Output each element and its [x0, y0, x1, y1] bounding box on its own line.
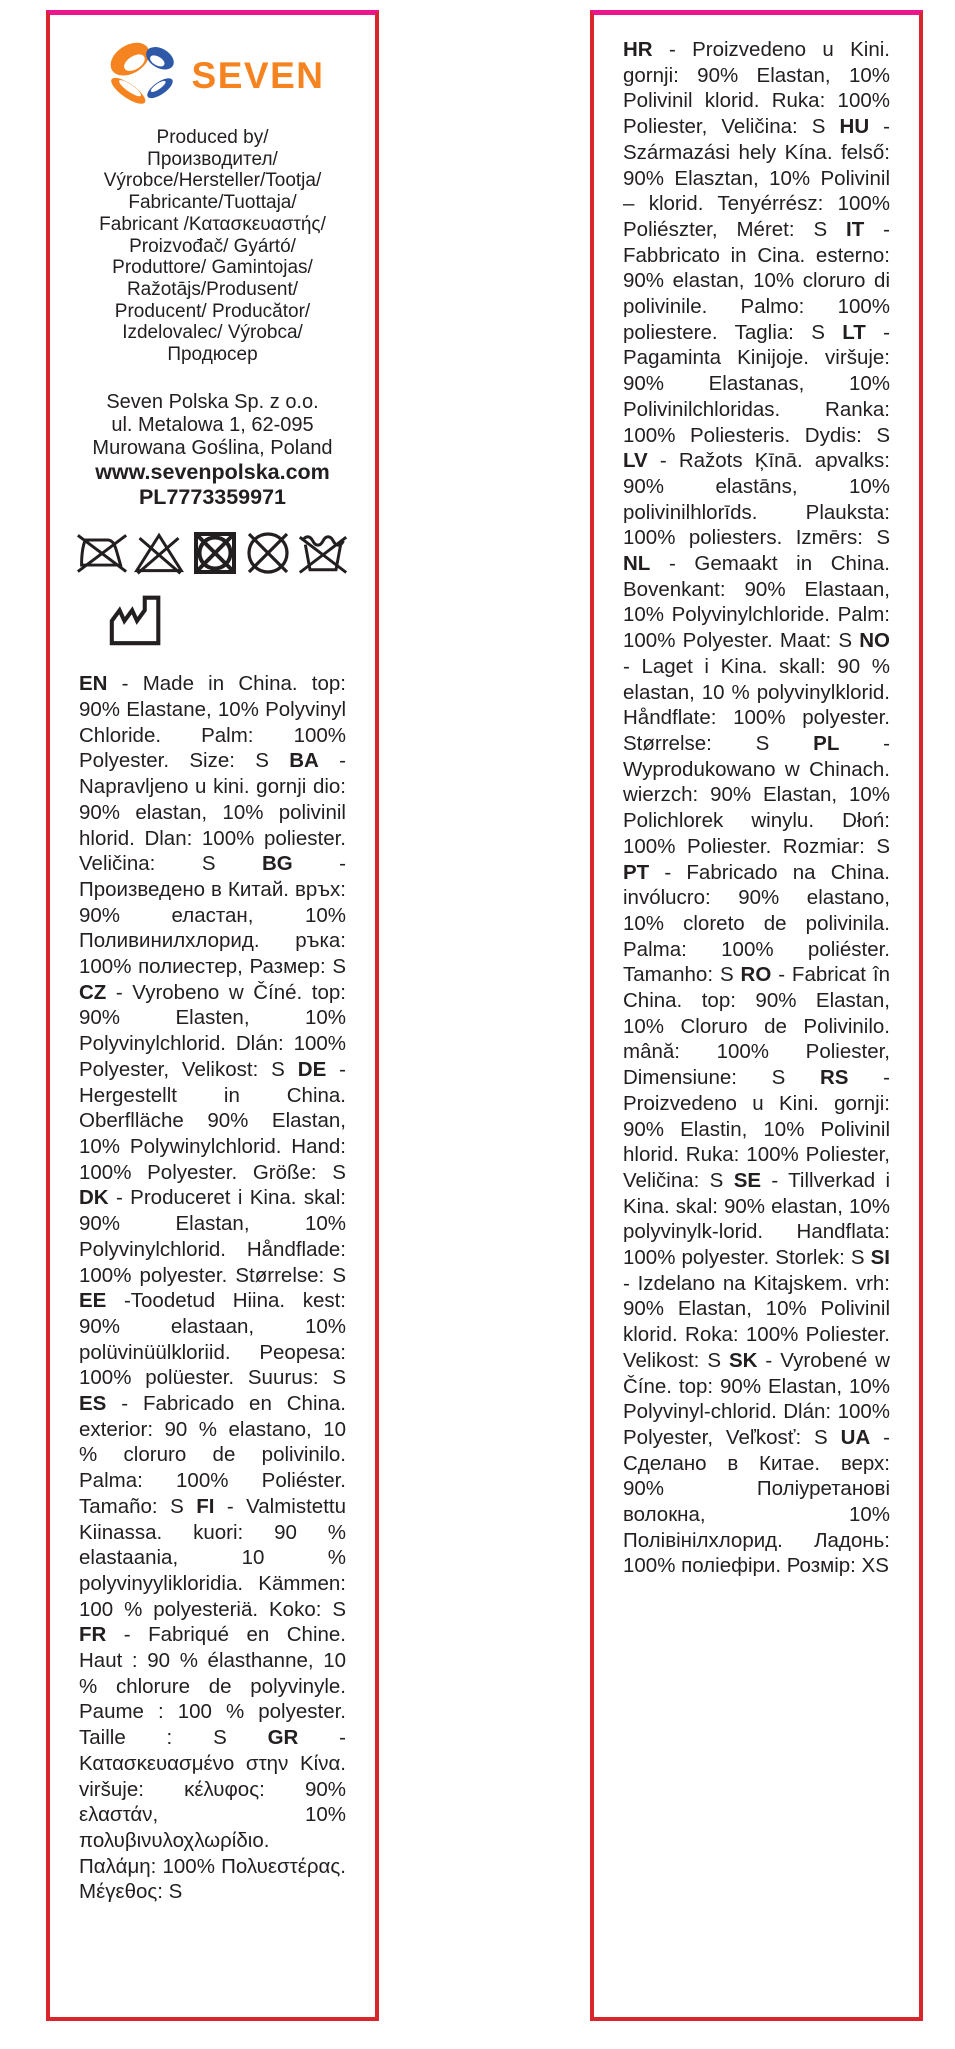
- language-code: SE: [733, 1168, 762, 1192]
- language-code: HU: [839, 115, 870, 139]
- address-lines: [50, 391, 375, 461]
- text-line: Producent/ Producător/: [114, 300, 311, 322]
- language-code: RO: [740, 963, 772, 987]
- language-code: PT: [623, 860, 650, 884]
- language-code: HR: [623, 38, 653, 61]
- text-line: Produced by/: [156, 127, 269, 148]
- language-code: IT: [846, 217, 865, 241]
- text-line: Izdelovalec/ Výrobca/: [122, 322, 303, 344]
- composition-text-right: HR - Proizvedeno u Kini. gornji: 90% Elastan, 10% Polivinil klorid. Ruka: 100% Poliester, Veličina: S HU - Származási hely Kína. felső: 90% Elasztan, 10% Polivinil – klorid. Tenyérrész: 100% Poliészter, Méret: S IT - Fabbricato in Cina. esterno: 90% elastan, 10% cloruro di polivinile. Palmo: 100% poliestere. Taglia: S LT - Pagaminta Kinijoje. viršuje: 90% Elastanas, 10% Polivinilchloridas. Ranka: 100% Poliesteris. Dydis: S LV - Ražots Ķīnā. apvalks: 90% elastāns, 10% polivinilhlorīds. Plauksta: 100% poliesters. Izmērs: S NL - Gemaakt in China. Bovenkant: 90% Elastaan, 10% Polyvinylchloride. Palm: 100% Polyester. Maat: S NO - Laget i Kina. skall: 90 % elastan, 10 % polyvinylklorid. Håndflate: 100% polyester. Størrelse: S PL - Wyprodukowano w Chinach. wierzch: 90% Elastan, 10% Polichlorek winylu. Dłoń: 100% Poliester. Rozmiar: S PT - Fabricado na China. invólucro: 90% elastano, 10% cloreto de polivinila. Palma: 100% poliéster. Tamanho: S RO - Fabricat în China. top: 90% Elastan, 10% Cloruro de Polivinilo. mână: 100% Poliester, Dimensiune: S RS - Proizvedeno u Kini. gornji: 90% Elastin, 10% Polivinil hlorid. Ruka: 100% Poliester, Veličina: S SE - Tillverkad i Kina. skal: 90% elastan, 10% polyvinylk-lorid. Handflata: 100% polyester. Storlek: S SI - Izdelano na Kitajskem. vrh: 90% Elastan, 10% Polivinil klorid. Roka: 100% Poliester. Velikost: S SK - Vyrobené w Číne. top: 90% Elastan, 10% Polyvinyl-chlorid. Dlán: 100% Polyester, Veľkosť: S UA - Сделано в Китае. верх: 90% Поліуретанові волокна, 10% Полівінілхлорид. Ладонь: 100% поліефіри. Розмір: XS: [623, 38, 891, 1578]
- language-code: SI: [870, 1246, 890, 1270]
- language-code: NO: [859, 629, 890, 653]
- do-not-bleach-icon: [133, 530, 185, 576]
- language-code: DE: [297, 1057, 327, 1081]
- language-code: RS: [820, 1066, 849, 1090]
- tax-id-text: PL7773359971: [138, 485, 287, 510]
- language-code: NL: [623, 552, 651, 576]
- text-line: ul. Metalowa 1, 62-095: [111, 413, 314, 436]
- language-code: DK: [79, 1186, 109, 1210]
- seven-logo: [50, 35, 375, 115]
- language-code: CZ: [79, 980, 107, 1004]
- language-code: UA: [840, 1425, 871, 1449]
- text-line: Продюсер: [167, 344, 258, 366]
- composition-text-left: EN - Made in China. top: 90% Elastane, 10% Polyvinyl Chloride. Palm: 100% Polyester. Size: S BA - Napravljeno u kini. gornji dio: 90% elastan, 10% polivinil hlorid. Dlan: 100% poliester. Veličina: S BG - Произведено в Китай. връх: 90% еластан, 10% Поливинилхлорид. ръка: 100% полиестер, Размер: S CZ - Vyrobeno w Číné. top: 90% Elasten, 10% Polyvinylchlorid. Dlán: 100% Polyester, Velikost: S DE - Hergestellt in China. Oberflläche 90% Elastan, 10% Polywinylchlorid. Hand: 100% Polyester. Größe: S DK - Produceret i Kina. skal: 90% Elastan, 10% Polyvinylchlorid. Håndflade: 100% polyester. Størrelse: S EE -Toodetud Hiina. kest: 90% elastaan, 10% polüvinüülkloriid. Peopesa: 100% polüester. Suurus: S ES - Fabricado en China. exterior: 90 % elastano, 10 % cloruro de polivinilo. Palma: 100% Poliéster. Tamaño: S FI - Valmistettu Kiinassa. kuori: 90 % elastaania, 10 % polyvinyylikloridia. Kämmen: 100 % polyesteriä. Koko: S FR - Fabriqué en Chine. Haut : 90 % élasthanne, 10 % chlorure de polyvinyle. Paume : 100 % polyester. Taille : S GR - Κατασκευασμένο στην Κίνα. viršuje: κέλυφος: 90% ελαστάν, 10% πολυβινυλοχλωρίδιο. Παλάμη: 100% Πολυεστέρας. Μέγεθος: S: [79, 672, 347, 1904]
- right-panel: [590, 10, 923, 2021]
- care-symbols-row: [50, 530, 375, 576]
- producer-block: [50, 127, 375, 366]
- do-not-dry-clean-icon: [244, 530, 292, 576]
- language-code: LT: [842, 320, 866, 344]
- text-line: Производител/: [147, 148, 278, 170]
- do-not-tumble-dry-icon: [191, 530, 239, 576]
- language-code: LV: [623, 449, 648, 473]
- language-code: FI: [196, 1494, 215, 1518]
- text-line: Fabricante/Tuottaja/: [128, 192, 297, 214]
- text-line: Fabricant /Κατασκευαστής/: [99, 213, 326, 235]
- language-code: FR: [79, 1623, 107, 1647]
- language-code: SK: [728, 1348, 758, 1372]
- logo-wordmark: SEVEN: [191, 54, 325, 96]
- language-code: BA: [289, 749, 319, 773]
- language-code: EN: [79, 672, 108, 696]
- language-code: BG: [261, 852, 293, 876]
- text-line: Proizvođač/ Gyártó/: [129, 235, 296, 257]
- text-line: Ražotājs/Produsent/: [126, 278, 299, 300]
- factory-icon: [106, 588, 375, 653]
- left-panel: [46, 10, 379, 2021]
- website-text: www.sevenpolska.com: [95, 460, 330, 485]
- do-not-wash-icon: [297, 530, 349, 576]
- language-code: GR: [267, 1726, 299, 1750]
- text-line: Murowana Goślina, Poland: [92, 437, 333, 460]
- text-line: Výrobce/Hersteller/Tootja/: [103, 170, 322, 192]
- address-block: [50, 391, 375, 511]
- butterfly-icon: [101, 35, 189, 115]
- language-code: ES: [79, 1392, 107, 1416]
- language-code: EE: [79, 1289, 107, 1313]
- text-line: Produttore/ Gamintojas/: [112, 257, 313, 279]
- do-not-iron-icon: [76, 531, 128, 575]
- text-line: Seven Polska Sp. z o.o.: [106, 390, 319, 413]
- language-code: PL: [813, 731, 840, 755]
